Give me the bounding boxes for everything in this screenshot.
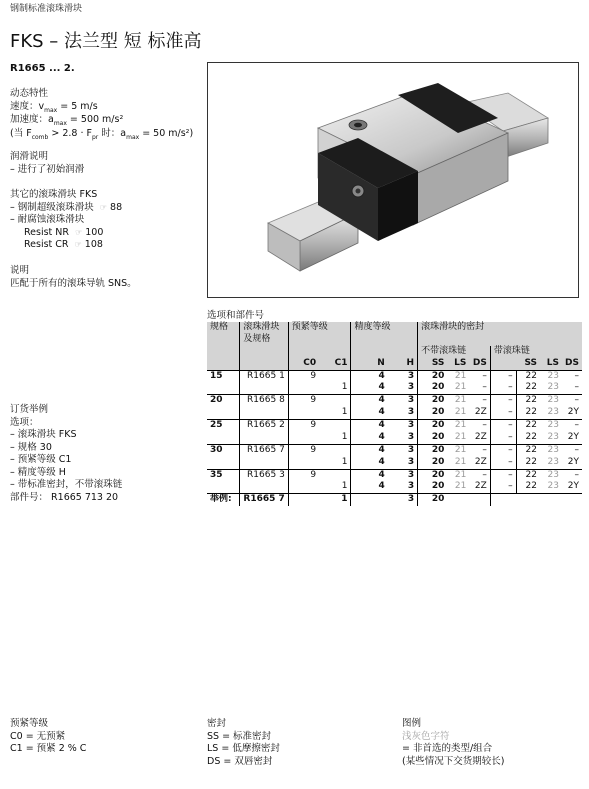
value-cell: 23 [540,395,562,407]
legend-preload-line: C1 = 预紧 2 % C [10,743,87,755]
size-cell: 15 [207,370,240,382]
note-text: 匹配于所有的滚珠导轨 SNS。 [10,277,137,289]
part-cell: R1665 7 [240,444,288,456]
header-preload: 预紧等级 [288,322,351,334]
value-cell: – [469,395,490,407]
order-item: – 预紧等级 C1 [10,454,72,466]
page-header: 钢制标准滚珠滑块 [10,4,83,14]
table-row [207,407,582,419]
value-cell: 23 [540,420,562,432]
part-cell: R1665 3 [240,469,288,481]
page-ref-icon: ☞ [75,227,83,237]
order-heading: 订货举例 [10,404,49,415]
value-cell [288,457,319,469]
product-image [207,62,579,298]
value-cell: 2Y [567,456,579,467]
table-row [207,382,582,394]
value-cell: 4 [351,407,388,419]
part-cell [240,457,288,469]
value-cell: 4 [351,395,388,407]
value-cell: 3 [388,395,418,407]
dynamic-heading: 动态特性 [10,88,49,99]
value-cell [319,469,351,481]
value-cell: 21 [454,431,467,442]
value-cell: – [482,382,487,393]
value-cell: – [574,382,579,393]
value-cell: 23 [547,481,559,492]
value-cell: 23 [547,456,559,467]
legend-seal-line: DS = 双唇密封 [207,755,273,767]
lube-item: – 进行了初始润滑 [10,163,85,175]
value-cell: 22 [516,420,540,432]
value-cell: 2Z [474,456,487,467]
value-cell [319,370,351,382]
other-line3: Resist NR ☞ 100 [24,226,104,238]
value-cell: 21 [447,420,469,432]
value-cell: 23 [540,444,562,456]
page-title: FKS – 法兰型 短 标准高 [10,31,202,52]
legend-preload-line: C0 = 无预紧 [10,730,66,742]
options-table [207,322,582,506]
header-ls-chain: LS [540,358,562,370]
other-section [10,189,122,252]
value-cell: 3 [388,420,418,432]
value-cell: 20 [418,457,448,469]
table-row [207,457,582,469]
header-block: 滚珠滑块 [240,322,288,334]
header-ds-chain: DS [562,358,582,370]
ball-runner-block-illustration [208,63,578,297]
value-cell: – [490,370,516,382]
other-line4: Resist CR ☞ 108 [24,239,103,251]
value-cell: 22 [516,407,540,419]
note-heading: 说明 [10,265,30,276]
size-cell: 35 [207,469,240,481]
note-section [10,265,137,290]
order-options-label: 选项： [10,416,39,428]
size-cell [207,382,240,394]
header-ls: LS [447,358,469,370]
value-cell: – [490,407,516,419]
legend-seal-heading: 密封 [207,718,227,729]
value-cell: – [562,420,582,432]
value-cell: 23 [547,382,559,393]
value-cell: 2Z [474,407,487,418]
example-c1: 1 [319,494,351,506]
part-cell: R1665 8 [240,395,288,407]
value-cell: 21 [447,444,469,456]
size-cell [207,481,240,493]
value-cell: 20 [418,395,448,407]
order-section [10,404,122,504]
value-cell: 3 [407,431,415,442]
value-cell: 3 [388,469,418,481]
legend-seal [207,718,280,768]
example-ss: 20 [418,494,448,506]
value-cell: 2Y [567,481,579,492]
value-cell: 20 [418,407,448,419]
page-ref-icon: ☞ [74,240,82,250]
header-block-2: 及规格 [240,334,288,346]
lube-heading: 润滑说明 [10,151,49,162]
value-cell: 1 [341,431,348,442]
size-cell [207,457,240,469]
value-cell: – [490,432,516,444]
value-cell [288,382,319,394]
value-cell: 22 [516,457,540,469]
value-cell: 9 [288,370,319,382]
table-row [207,432,582,444]
value-cell: – [562,444,582,456]
value-cell: 21 [454,382,467,393]
header-c1: C1 [319,358,351,370]
header-c0: C0 [288,358,319,370]
header-h: H [388,358,418,370]
value-cell: 22 [516,432,540,444]
value-cell: 1 [341,407,348,418]
value-cell: 1 [341,456,348,467]
accel-line: 加速度：$a_{max} = 500$ m/s² [10,114,124,128]
value-cell: 4 [351,457,388,469]
condition-line: (当 $F_{comb} > 2.8 \cdot F_{pr}$ 时：$a_{max} = 50$ m/s²) [10,128,194,142]
value-cell: – [490,457,516,469]
value-cell: 3 [407,407,415,418]
value-cell: 2Z [474,431,487,442]
legend-seal-line: SS = 标准密封 [207,730,272,742]
value-cell: 3 [388,370,418,382]
value-cell: 20 [418,481,448,493]
part-number: R1665 ... 2. [10,63,75,74]
size-cell [207,407,240,419]
value-cell: – [469,370,490,382]
legend-example-heading: 图例 [402,718,422,729]
other-heading: 其它的滚珠滑块 FKS [10,189,98,200]
size-cell: 20 [207,395,240,407]
value-cell: 20 [418,420,448,432]
table-row [207,420,582,432]
value-cell: – [490,382,516,394]
value-cell [319,420,351,432]
other-line1: – 钢制超级滚珠滑块 ☞ 88 [10,201,123,213]
value-cell: – [490,444,516,456]
value-cell: 20 [418,469,448,481]
value-cell: 1 [341,382,348,393]
value-cell: 22 [516,395,540,407]
value-cell: – [469,420,490,432]
value-cell: – [490,420,516,432]
value-cell: 21 [447,395,469,407]
value-cell: – [562,395,582,407]
value-cell: 1 [341,481,348,492]
header-no-chain: 不带滚珠链 [418,346,491,358]
value-cell: 2Y [567,407,579,418]
size-cell [207,432,240,444]
value-cell: 23 [547,431,559,442]
example-label: 举例: [207,494,240,506]
header-ss: SS [418,358,448,370]
header-n: N [351,358,388,370]
order-item: – 带标准密封，不带滚珠链 [10,479,123,491]
legend-preload-heading: 预紧等级 [10,718,49,729]
value-cell [319,444,351,456]
value-cell: 22 [516,469,540,481]
value-cell: 22 [516,382,540,394]
value-cell: 4 [351,382,388,394]
value-cell: 22 [516,370,540,382]
example-h: 3 [388,494,418,506]
value-cell: 21 [454,407,467,418]
value-cell: – [469,444,490,456]
value-cell: – [469,469,490,481]
header-with-chain: 带滚珠链 [490,346,582,358]
order-item: – 精度等级 H [10,466,66,478]
value-cell: – [490,395,516,407]
value-cell: 21 [454,481,467,492]
value-cell: – [562,469,582,481]
value-cell: 3 [407,382,415,393]
page-ref-icon: ☞ [99,202,107,212]
part-cell [240,481,288,493]
value-cell: 4 [351,432,388,444]
header-ss-chain: SS [516,358,540,370]
value-cell: 4 [351,370,388,382]
value-cell: 4 [351,481,388,493]
value-cell: 3 [407,481,415,492]
legend-preload [10,718,86,756]
table-row [207,395,582,407]
header-seal: 滚珠滑块的密封 [418,322,582,334]
table-row [207,469,582,481]
legend-example-line: = 非首选的类型/组合 [402,743,493,755]
table-title: 选项和部件号 [207,310,265,321]
part-cell: R1665 2 [240,420,288,432]
value-cell: 20 [418,370,448,382]
legend-seal-line: LS = 低摩擦密封 [207,743,280,755]
dynamic-section [10,88,193,142]
part-cell [240,432,288,444]
value-cell: 4 [351,420,388,432]
example-part: R1665 7 [240,494,288,506]
value-cell: – [490,469,516,481]
value-cell: – [490,481,516,493]
legend-example [402,718,504,768]
value-cell [288,407,319,419]
header-size: 规格 [210,322,229,332]
order-item: – 滚珠滑块 FKS [10,429,77,441]
legend-example-line: (某些情况下交货期较长) [402,755,505,767]
value-cell: 9 [288,469,319,481]
table-row [207,370,582,382]
part-cell [240,407,288,419]
part-cell: R1665 1 [240,370,288,382]
value-cell [288,432,319,444]
value-cell: 20 [418,444,448,456]
example-row [207,494,582,506]
value-cell: 22 [516,481,540,493]
value-cell: 23 [540,469,562,481]
value-cell: – [562,370,582,382]
value-cell: 23 [540,370,562,382]
value-cell: 20 [418,382,448,394]
value-cell: 4 [351,444,388,456]
size-cell: 30 [207,444,240,456]
header-ds: DS [469,358,490,370]
value-cell: 22 [516,444,540,456]
part-cell [240,382,288,394]
value-cell: 3 [407,456,415,467]
value-cell: 4 [351,469,388,481]
other-line2: – 耐腐蚀滚珠滑块 [10,214,85,226]
size-cell: 25 [207,420,240,432]
value-cell: 21 [454,456,467,467]
table-row [207,444,582,456]
value-cell [319,395,351,407]
speed-line: 速度：$v_{max} = 5$ m/s [10,100,98,114]
lube-section [10,151,84,176]
order-item: – 规格 30 [10,441,52,453]
value-cell [288,481,319,493]
value-cell: 9 [288,420,319,432]
order-part: 部件号： R1665 713 20 [10,491,119,503]
value-cell: 3 [388,444,418,456]
value-cell: 2Z [474,481,487,492]
legend-example-light: 浅灰色字符 [402,730,450,742]
value-cell: 21 [447,469,469,481]
value-cell: 23 [547,407,559,418]
value-cell: 20 [418,432,448,444]
value-cell: 2Y [567,431,579,442]
value-cell: 9 [288,395,319,407]
value-cell: 9 [288,444,319,456]
table-row [207,481,582,493]
header-accuracy: 精度等级 [351,322,418,334]
value-cell: 21 [447,370,469,382]
